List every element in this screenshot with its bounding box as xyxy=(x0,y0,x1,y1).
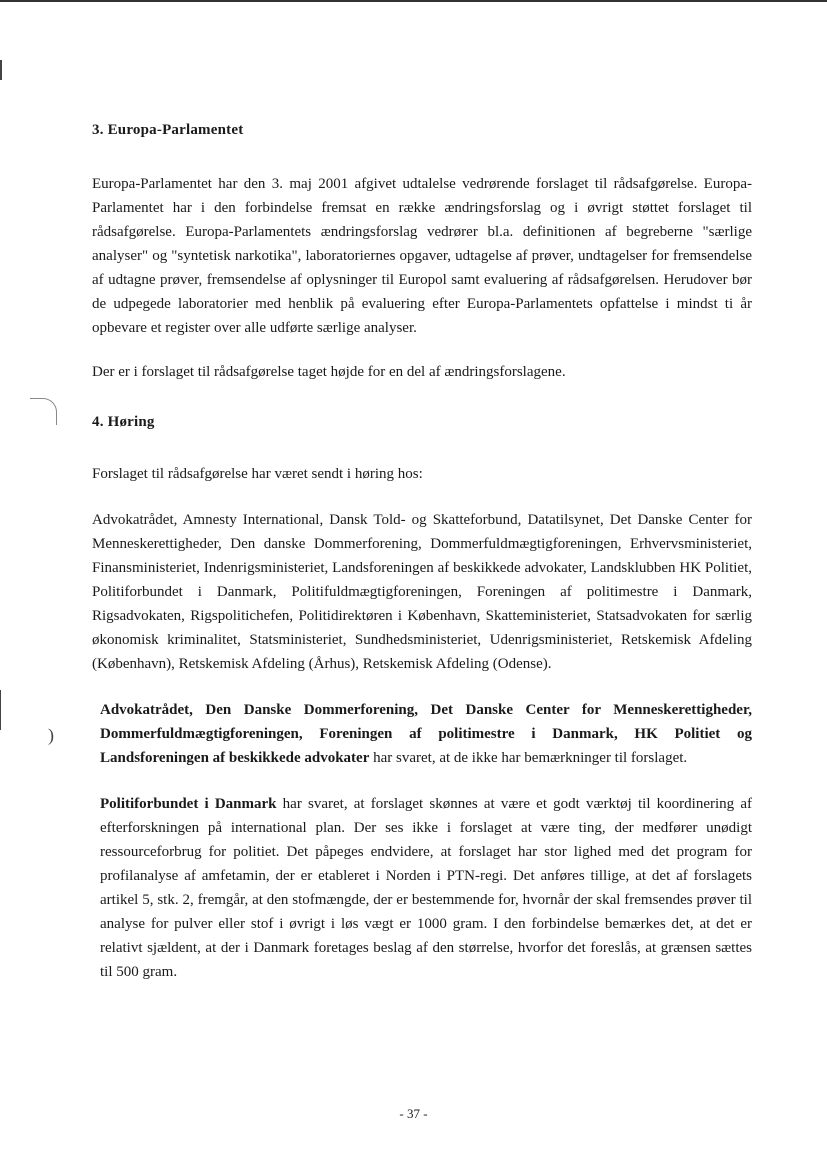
paragraph-ep-opinion: Europa-Parlamentet har den 3. maj 2001 afgivet udtalelse vedrørende forslaget til rådsafgørelse. Europa-Parlamentet har i den forbindelse fremsat en række ændringsforslag og i øvrigt støttet forslaget til rådsafgørelse. Europa-Parlamentets ændringsforslag vedrører bl.a. definitionen af begreberne "særlige analyser" og "syntetisk narkotika", laboratoriernes opgaver, udtagelse af prøver, undtagelser for fremsendelse af udtagne prøver, fremsendelse af oplysninger til Europol samt evaluering af rådsafgørelsen. Herudover bør de udpegede laboratorier med henblik på evaluering efter Europa-Parlamentets opfattelse i mindst ti år opbevare et register over alle udførte særlige analyser. xyxy=(92,176,752,336)
scan-edge-mark xyxy=(0,60,2,80)
margin-mark: ) xyxy=(48,725,54,745)
paragraph-amendments: Der er i forslaget til rådsafgørelse taget højde for en del af ændringsforslagene. xyxy=(92,364,566,380)
section-heading-hoering: 4. Høring xyxy=(92,414,155,430)
paragraph-response-politiforbundet xyxy=(92,792,752,984)
top-border-line xyxy=(0,0,827,2)
paragraph-hoering-list: Advokatrådet, Amnesty International, Dansk Told- og Skatteforbund, Datatilsynet, Det Danske Center for Menneskerettigheder, Den danske Dommerforening, Dommerfuldmægtigforeningen, Erhvervsministeriet, Finansministeriet, Indenrigsministeriet, Landsforeningen af beskikkede advokater, Landsklubben HK Politiet, Politiforbundet i Danmark, Politifuldmægtigforeningen, Foreningen af politimestre i Danmark, Rigsadvokaten, Rigspolitichefen, Politidirektøren i København, Skatteministeriet, Statsadvokaten for særlig økonomisk kriminalitet, Statsministeriet, Sundhedsministeriet, Udenrigsministeriet, Retskemisk Afdeling (København), Retskemisk Afdeling (Århus), Retskemisk Afdeling (Odense). xyxy=(92,512,752,672)
paragraph-response-no-comments xyxy=(92,698,752,770)
section-heading-europa-parlamentet: 3. Europa-Parlamentet xyxy=(92,122,244,138)
respondent-bold: Politiforbundet i Danmark xyxy=(100,796,277,812)
scan-artifact-arc xyxy=(30,398,57,425)
page-number: - 37 - xyxy=(399,1106,428,1121)
scan-edge-mark xyxy=(0,690,1,730)
paragraph-hoering-intro: Forslaget til rådsafgørelse har været sendt i høring hos: xyxy=(92,466,423,482)
response-text: har svaret, at forslaget skønnes at være et godt værktøj til koordinering af efterforskningen på international plan. Der ses ikke i forslaget at være ting, der medfører unødigt ressourceforbrug for politiet. Det påpeges endvidere, at forslaget har stor lighed med det program for profilanalyse af amfetamin, der er etableret i Norden i PTN-regi. Det anføres tillige, at det af forslagets artikel 5, stk. 2, fremgår, at den stofmængde, der er bestemmende for, hvornår der skal fremsendes prøver til analyse for pulver eller stof i øvrigt i løs vægt er 1000 gram. I den forbindelse bemærkes det, at det er relativt sjældent, at der i Danmark foretages beslag af den størrelse, hvorfor det foreslås, at grænsen sættes til 500 gram. xyxy=(100,796,752,980)
document-body xyxy=(92,120,752,984)
respondents-bold: Advokatrådet, Den Danske Dommerforening, Det Danske Center for Menneskerettigheder, Dommerfuldmægtigforeningen, Foreningen af politimestre i Danmark, HK Politiet og Landsforeningen af beskikkede advokater xyxy=(100,702,752,766)
response-text: har svaret, at de ikke har bemærkninger til forslaget. xyxy=(369,750,688,766)
